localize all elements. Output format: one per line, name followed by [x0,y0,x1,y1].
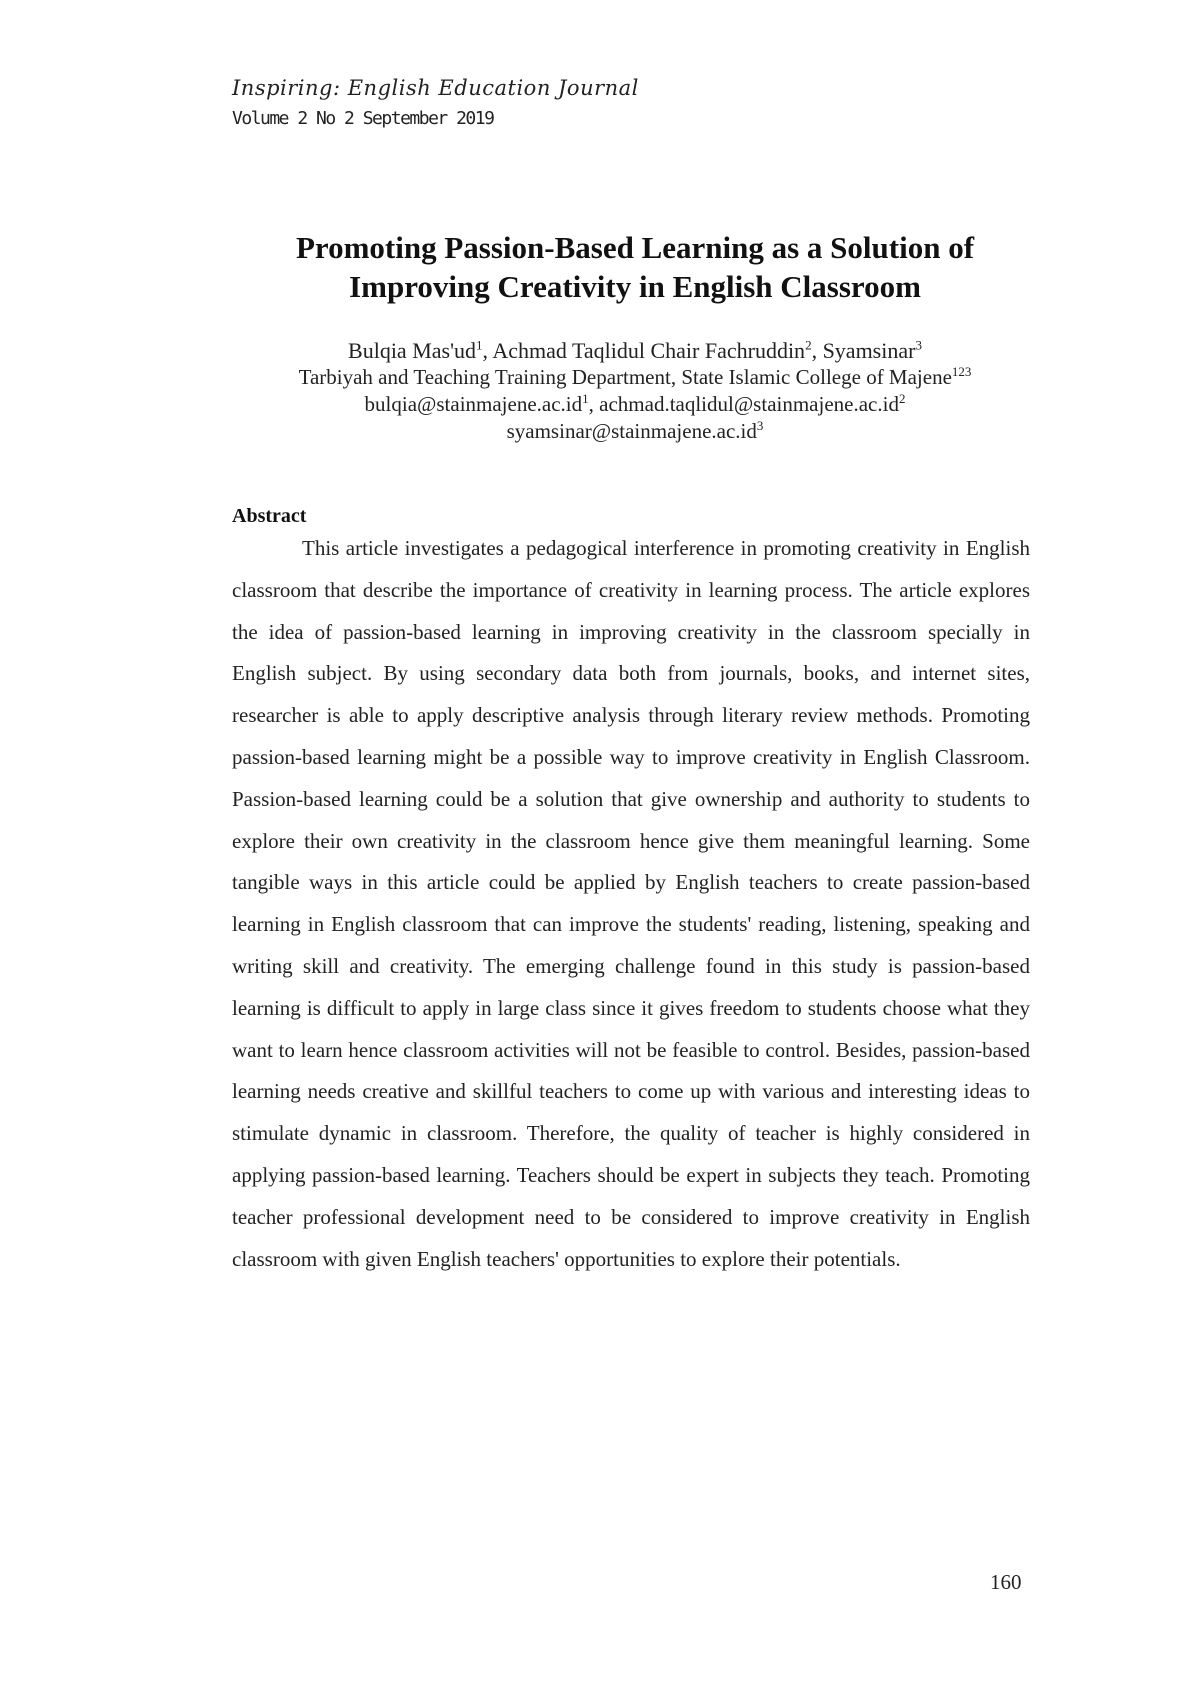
author-email[interactable]: syamsinar@stainmajene.ac.id [506,419,757,443]
author-email[interactable]: achmad.taqlidul@stainmajene.ac.id [599,392,899,416]
author-affiliation-mark: 1 [476,337,483,353]
author-affiliation-mark: 2 [805,337,812,353]
author-separator: , [811,338,823,363]
article-title [230,228,1040,306]
author-name: Achmad Taqlidul Chair Fachruddin [492,338,806,363]
abstract-body: This article investigates a pedagogical interference in promoting creativity in English classroom that describe the importance of creativity in learning process. The article explores the idea of passion-based learning in improving creativity in the classroom specially in English subject. By using secondary data both from journals, books, and internet sites, researcher is able to apply descriptive analysis through literary review methods. Promoting passion-based learning might be a possible way to improve creativity in English Classroom. Passion-based learning could be a solution that give ownership and authority to students to explore their own creativity in the classroom hence give them meaningful learning. Some tangible ways in this article could be applied by English teachers to create passion-based learning in English classroom that can improve the students' reading, listening, speaking and writing skill and creativity. The emerging challenge found in this study is passion-based learning is difficult to apply in large class since it gives freedom to students choose what they want to learn hence classroom activities will not be feasible to control. Besides, passion-based learning needs creative and skillful teachers to come up with various and interesting ideas to stimulate dynamic in classroom. Therefore, the quality of teacher is highly considered in applying passion-based learning. Teachers should be expert in subjects they teach. Promoting teacher professional development need to be considered to improve creativity in English classroom with given English teachers' opportunities to explore their potentials. [232,536,1030,1271]
page-number: 160 [990,1570,1022,1594]
author-names [230,337,1040,364]
author-name: Syamsinar [822,338,916,363]
author-affiliation-mark: 3 [915,337,922,353]
author-block [230,337,1040,445]
affiliation-text: Tarbiyah and Teaching Training Department, State Islamic College of Majene [298,365,952,389]
affiliation-mark: 123 [951,364,972,379]
title-line-1: Promoting Passion-Based Learning as a Solution of [295,230,975,265]
email-line-2 [230,418,1040,445]
journal-volume: Volume 2 No 2 September 2019 [232,108,494,129]
email-mark: 1 [582,391,589,406]
title-line-2: Improving Creativity in English Classroom [349,269,921,304]
email-separator: , [588,392,600,416]
email-mark: 2 [898,391,906,406]
affiliation [230,364,1040,391]
abstract-heading: Abstract [232,505,307,527]
email-mark: 3 [756,418,764,433]
email-line-1 [230,391,1040,418]
journal-name: Inspiring: English Education Journal [232,76,639,100]
author-email[interactable]: bulqia@stainmajene.ac.id [364,392,583,416]
author-name: Bulqia Mas'ud [348,338,477,363]
author-separator: , [482,338,493,363]
